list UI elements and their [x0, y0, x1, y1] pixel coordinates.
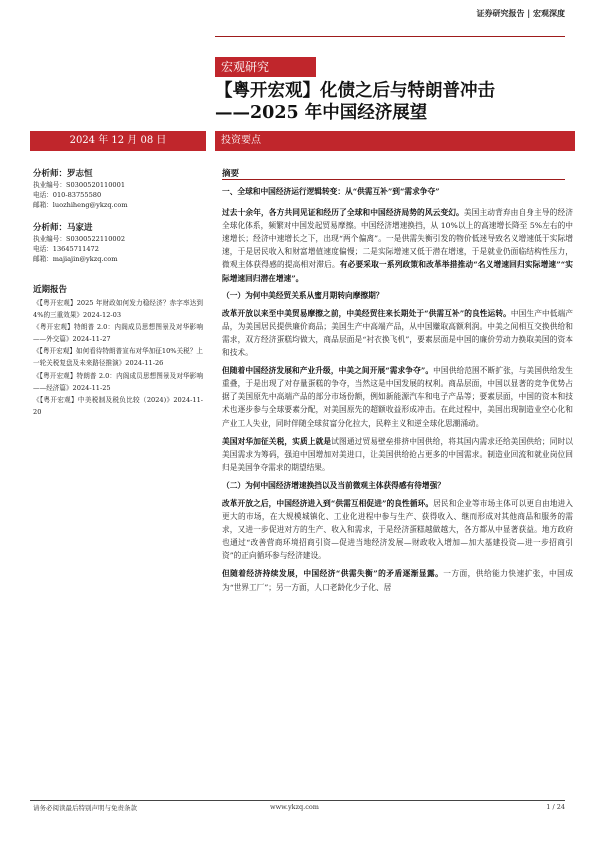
recent-reports-list	[33, 297, 203, 418]
recent-report-link[interactable]: 《【粤开宏观】中美税制及税负比较（2024)》2024-11-20	[33, 395, 203, 416]
recent-report-link[interactable]: 《粤开宏观】特朗普 2.0：内阁成员思想图景及对华影响——外交篇》2024-11-27	[33, 323, 203, 344]
analyst-phone: 电话：13645711472	[33, 245, 99, 253]
analyst-email[interactable]: 邮箱：luozhiheng@ykzq.com	[33, 201, 128, 209]
investment-points-banner: 投资要点	[215, 131, 575, 151]
paragraph-lead: 改革开放以来至中美贸易摩擦之前，中美经贸往来长期处于“供需互补”的良性运转。	[222, 308, 511, 318]
analyst-cert: 执业编号：S0300520110001	[33, 181, 126, 189]
paragraph-lead: 但随着中国经济发展和产业升级，中美之间开展“需求争夺”。	[222, 366, 434, 376]
paragraph-text: 居民和企业等市场主体可以更自由地进入更大的市场，在大规模城镇化、工业化进程中参与生产、获得收入、继而形成对其他商品和服务的需求，又进一步促进对方的生产、收入和需求，于是经济蛋糕越做越大，各方都从中显著获益。地方政府也通过“改善营商环境招商引资—促进当地经济发展—财政收入增加—加大基建投资—进一步招商引资”的正向循环参与经济建设。	[222, 498, 573, 561]
report-category-tag: 证券研究报告 | 宏观深度	[476, 8, 565, 18]
summary-paragraph	[222, 567, 573, 593]
recent-report-link[interactable]: 《【粤开宏观】2025 年财政如何发力稳经济？赤字率达到 4%的三重效果》2024-12-03	[33, 299, 203, 320]
paragraph-text: 美国主动背弃由自身主导的经济全球化体系，频繁对中国发起贸易摩擦。中国经济增速换挡，从 10%以上的高速增长降至 5%左右的中速增长；经济中速增长之下，出现“两个偏离”。一是供需失衡引发的物价低迷导致名义增速低于实际增速，于是居民收入和财富增值速度偏慢；二是实际增速又低于潜在增速，于是就业仍面临结构性压力，微观主体获得感的提高相对滞后。	[222, 208, 573, 270]
header-divider	[215, 36, 565, 37]
question-heading: （一）为何中美经贸关系从蜜月期转向摩擦期？	[222, 290, 384, 300]
paragraph-lead: 过去十余年，各方共同见证和经历了全球和中国经济局势的风云变幻。	[222, 208, 464, 218]
recent-report-link[interactable]: 《【粤开宏观】如何看待特朗普宣布对华加征10%关税？上一轮关税复盘及未来路径推演》2024-11-26	[33, 347, 203, 368]
summary-divider	[222, 179, 565, 180]
paragraph-lead: 但随着经济持续发展，中国经济“供需失衡”的矛盾逐渐显露。	[222, 569, 444, 579]
report-type-badge: 宏观研究	[215, 57, 316, 77]
paragraph-conclusion: 有必要采取一系列政策和改革举措推动“名义增速回归实际增速”“实际增速回归潜在增速”。	[222, 260, 573, 283]
report-title-line2: ——2025 年中国经济展望	[215, 103, 428, 123]
report-title-line1: 【粤开宏观】化债之后与特朗普冲击	[215, 81, 495, 101]
summary-paragraph	[222, 435, 573, 474]
footer-disclaimer: 请务必阅读最后特别声明与免责条款	[33, 804, 137, 812]
paragraph-text: 中国生产中低端产品，为美国居民提供廉价商品；美国生产中高端产品，从中国赚取高额利润。中美之间相互交换供给和需求，双方经济蛋糕均做大，商品层面是“衬衣换飞机”，要素层面是中国的廉价劳动力换取美国的资本和技术。	[222, 308, 573, 358]
analyst-name: 分析师：马家进	[33, 223, 93, 233]
summary-paragraph	[222, 497, 573, 562]
analyst-card	[33, 222, 125, 264]
page-number: 1 / 24	[546, 803, 565, 811]
paragraph-text: 试图通过贸易壁垒排挤中国供给，将其国内需求还给美国供给；同时以美国需求为筹码，强迫中国增加对美进口，让美国供给抢占更多的中国需求。制造业回流和就业岗位回归是美国争夺需求的期望结果。	[222, 436, 573, 472]
footer-divider	[30, 800, 565, 801]
analyst-name: 分析师：罗志恒	[33, 169, 93, 179]
section-heading: 一、全球和中国经济运行逻辑转变：从“供需互补”到“需求争夺”	[222, 187, 440, 196]
question-heading: （二）为何中国经济增速换挡以及当前微观主体获得感有待增强？	[222, 480, 445, 490]
paragraph-lead: 美国对华加征关税，实质上就是	[222, 436, 332, 446]
analyst-card	[33, 168, 128, 210]
footer-website-link[interactable]: www.ykzq.com	[270, 803, 319, 811]
summary-paragraph	[222, 364, 573, 429]
recent-reports-heading: 近期报告	[33, 285, 68, 295]
paragraph-text: 一方面，供给能力快速扩张，中国成为“世界工厂”；另一方面，人口老龄化少子化、居	[222, 569, 573, 592]
summary-paragraph	[222, 206, 573, 285]
report-title	[215, 80, 575, 124]
summary-paragraph	[222, 307, 573, 359]
report-date: 2024 年 12 月 08 日	[30, 131, 206, 151]
paragraph-text: 中国供给范围不断扩张，与美国供给发生重叠，于是出现了对存量蛋糕的争夺，当然这是中国发展的权利。商品层面，中国以显著的竞争优势占据了美国原先中高端产品的部分市场份额，例如新能源汽车和电子产品等；要素层面，中国的资本和技术也逐步参与全球要素分配，对美国原先的超额收益形成冲击。在此过程中，美国出现制造业空心化和产业工人失业，同时伴随全球贫富分化拉大，民粹主义和逆全球化思潮涌动。	[222, 366, 573, 428]
recent-report-link[interactable]: 《【粤开宏观】特朗普 2.0：内阁成员思想图景及对华影响——经济篇》2024-11-25	[33, 371, 203, 392]
summary-body	[222, 185, 573, 594]
analyst-cert: 执业编号：S0300522110002	[33, 235, 126, 243]
paragraph-lead: 改革开放之后，中国经济进入到“供需互相促进”的良性循环。	[222, 498, 434, 508]
summary-heading: 摘要	[222, 169, 240, 179]
analyst-phone: 电话：010-83755580	[33, 191, 102, 199]
analyst-email[interactable]: 邮箱：majiajin@ykzq.com	[33, 255, 118, 263]
